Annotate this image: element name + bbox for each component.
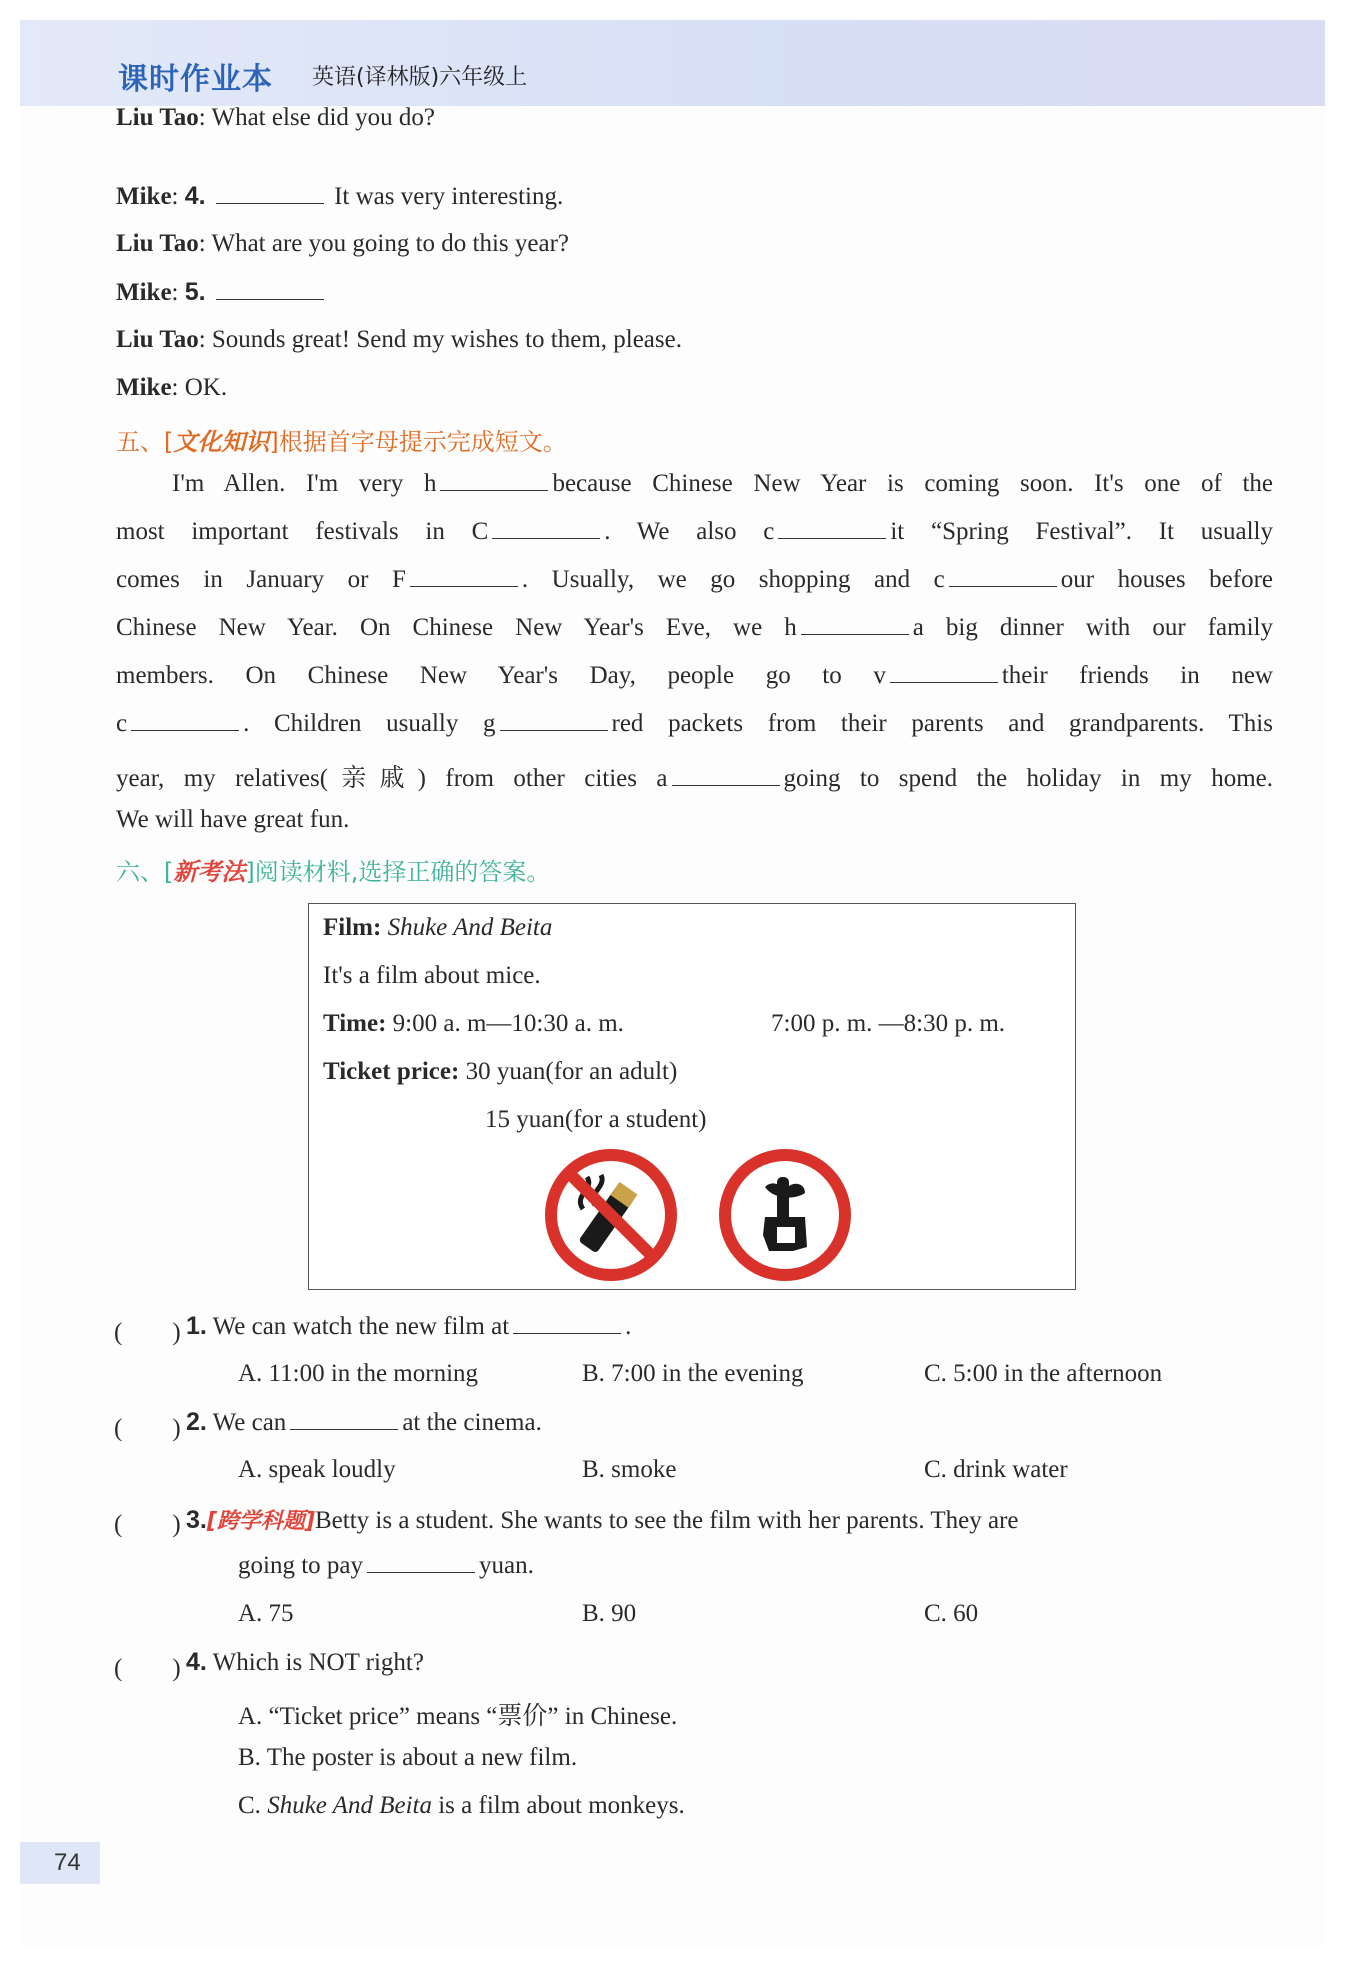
answer-bracket[interactable]: ( ) [114,1319,181,1346]
book-subject: 英语(译林版)六年级上 [312,65,528,90]
interdisciplinary-tag: [跨学科题] [206,1509,315,1534]
answer-blank[interactable] [440,489,548,491]
answer-blank[interactable] [949,585,1057,587]
option-c[interactable]: C. 5:00 in the afternoon [924,1360,1163,1387]
dialogue-line [116,230,569,258]
speaker: Mike [116,374,172,401]
section-6-heading [116,852,550,887]
answer-blank[interactable] [801,633,909,635]
question-1: 1. We can watch the new film at . [186,1312,632,1340]
answer-blank[interactable] [290,1428,398,1430]
dialogue-text: What else did you do? [211,104,436,131]
keep-quiet-icon [717,1147,853,1283]
answer-blank[interactable] [367,1571,475,1573]
speaker: Liu Tao [116,230,199,257]
speaker: Liu Tao [116,104,199,131]
option-c[interactable]: C. Shuke And Beita is a film about monkeys. [238,1792,685,1819]
dialogue-text: OK. [184,374,228,401]
heading-instruction: ]根据首字母提示完成短文。 [269,428,567,456]
answer-blank[interactable] [778,537,886,539]
option-c[interactable]: C. 60 [924,1600,979,1627]
book-brand: 课时作业本 [118,62,273,97]
section-5-heading [116,422,567,457]
item-number: 4. [184,182,206,210]
passage-line: c . Children usually g red packets from their parents and grandparents. This [116,710,1273,737]
question-3-continued: going to pay yuan. [238,1552,534,1579]
passage-line: members. On Chinese New Year's Day, people go to v their friends in new [116,662,1273,689]
separator: : [171,279,179,306]
option-a[interactable]: A. speak loudly [238,1456,396,1483]
poster-film: Film: Shuke And Beita [323,914,553,941]
passage-line: We will have great fun. [116,806,350,833]
answer-blank[interactable] [513,1332,621,1334]
item-number: 5. [184,278,206,306]
separator: : [198,326,206,353]
answer-bracket[interactable]: ( ) [114,1511,181,1538]
dialogue-line [116,278,328,307]
separator: : [171,374,179,401]
speaker: Mike [116,183,172,210]
option-b[interactable]: B. 90 [582,1600,637,1627]
dialogue-text: What are you going to do this year? [211,230,570,257]
heading-tag: 文化知识 [173,428,270,456]
answer-blank[interactable] [672,784,780,786]
speaker: Liu Tao [116,326,199,353]
option-b[interactable]: B. smoke [582,1456,677,1483]
speaker: Mike [116,279,172,306]
poster-time: Time: 9:00 a. m—10:30 a. m. [323,1010,624,1037]
poster-price: Ticket price: 30 yuan(for an adult) [323,1058,678,1085]
dialogue-line [116,326,682,354]
heading-prefix: 六、[ [116,858,174,886]
dialogue-line [116,104,435,132]
no-smoking-icon [543,1147,679,1283]
passage-line: Chinese New Year. On Chinese New Year's Eve, we h a big dinner with our family [116,614,1273,641]
poster-price-student: 15 yuan(for a student) [485,1106,707,1133]
separator: : [198,104,206,131]
poster-time-evening: 7:00 p. m. —8:30 p. m. [771,1010,1006,1037]
separator: : [198,230,206,257]
answer-blank[interactable] [131,729,239,731]
passage-line: most important festivals in C . We also c it “Spring Festival”. It usually [116,518,1273,545]
option-b[interactable]: B. The poster is about a new film. [238,1744,578,1771]
question-2: 2. We can at the cinema. [186,1408,542,1436]
answer-blank[interactable] [890,681,998,683]
answer-bracket[interactable]: ( ) [114,1415,181,1442]
option-c[interactable]: C. drink water [924,1456,1068,1483]
answer-blank[interactable] [410,585,518,587]
question-3: 3.[跨学科题]Betty is a student. She wants to see the film with her parents. They are [186,1506,1019,1534]
question-4: 4. Which is NOT right? [186,1648,424,1676]
dialogue-line [116,374,227,402]
poster-about: It's a film about mice. [323,962,541,989]
option-b[interactable]: B. 7:00 in the evening [582,1360,804,1387]
answer-bracket[interactable]: ( ) [114,1655,181,1682]
answer-blank[interactable] [492,537,600,539]
heading-tag: 新考法 [173,858,246,886]
dialogue-text: It was very interesting. [334,183,564,210]
heading-prefix: 五、[ [116,428,174,456]
film-poster [308,903,1076,1290]
option-a[interactable]: A. “Ticket price” means “票价” in Chinese. [238,1703,678,1730]
dialogue-line [116,182,563,211]
heading-instruction: ]阅读材料,选择正确的答案。 [245,858,551,886]
separator: : [171,183,179,210]
answer-blank[interactable] [216,202,324,204]
page-number: 74 [20,1842,100,1884]
passage-line: I'm Allen. I'm very h because Chinese New Year is coming soon. It's one of the [172,470,1273,497]
passage-line: year, my relatives(亲戚) from other cities a going to spend the holiday in my home. [116,765,1273,792]
option-a[interactable]: A. 11:00 in the morning [238,1360,479,1387]
answer-blank[interactable] [216,298,324,300]
dialogue-text: Sounds great! Send my wishes to them, please. [211,326,682,353]
answer-blank[interactable] [500,729,608,731]
passage-line: comes in January or F . Usually, we go shopping and c our houses before [116,566,1273,593]
option-a[interactable]: A. 75 [238,1600,294,1627]
